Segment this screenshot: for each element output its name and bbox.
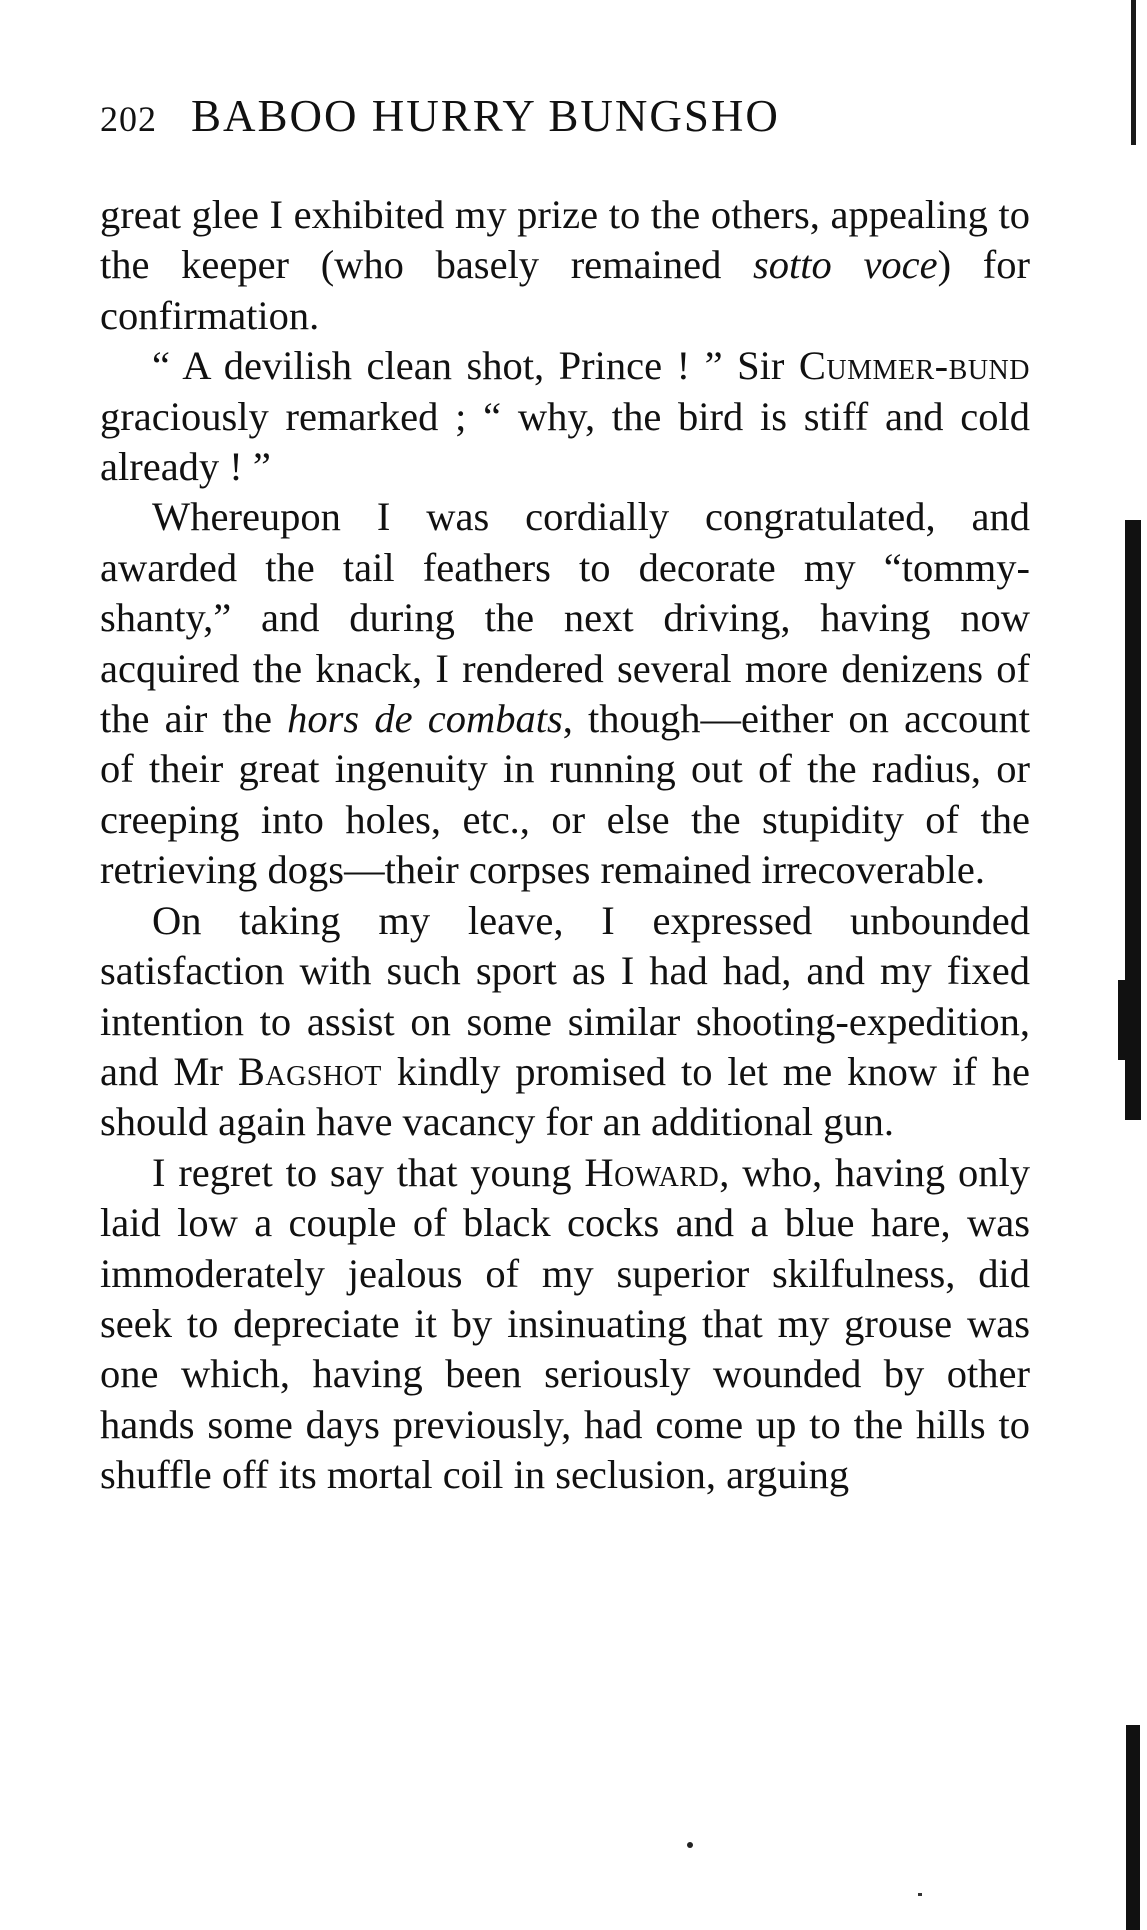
running-title: BABOO HURRY BUNGSHO [191,91,780,141]
paragraph-2-text-a: “ A devilish clean shot, Prince ! ” Sir [152,343,799,389]
paragraph-1-text-c: ) for confirmation. [100,242,1031,338]
paragraph-1 [100,190,1030,341]
paragraph-5-text-c: , who, having only laid low a couple of black cocks and a blue hare, was immoderately jealous of my superior skilfulness, did seek to depreciate it by insinuating that my grouse was one which, having been seriously wounded by other hands some days previously, had come up to the hills to shuffle off its mortal coil in seclusion, arguing [100,1149,1030,1498]
paragraph-3 [100,492,1030,895]
page-header [100,90,1040,150]
paragraph-1-text-a: great glee I exhibited my prize to the others, appealing to the keeper (who basely remained [100,192,1030,288]
paragraph-2-text-c: graciously remarked ; “ why, the bird is stiff and cold already ! ” [100,393,1030,490]
paragraph-2 [100,341,1030,492]
scan-speck [918,1893,922,1896]
paragraph-3-text-c: , though—either on account of their great ingenuity in running out of the radius, or creeping into holes, etc., or else the stupidity of the retrieving dogs—their corpses remained irrecoverable. [100,696,1030,893]
paragraph-4-text-a: On taking my leave, I expressed unbounded satisfaction with such sport as I had had, and my fixed intention to assist on some similar shooting-expedition, and Mr [100,897,1030,1094]
paragraph-5-name: Howard [584,1149,720,1195]
paragraph-5-text-a: I regret to say that young [152,1149,585,1195]
paragraph-2-name: Cummer-bund [798,343,1030,389]
paragraph-5 [100,1148,1030,1501]
paragraph-1-italic: sotto voce [753,242,938,288]
paragraph-4-text-c: kindly promised to let me know if he should again have vacancy for an additional gun. [100,1048,1031,1145]
paragraph-3-italic: hors de combats [287,696,563,742]
page-number: 202 [100,99,157,139]
paragraph-3-text-a: Whereupon I was cordially congratulated, and awarded the tail feathers to decorate my “tommy-shanty,” and during the next driving, having now acquired the knack, I rendered several more denizens of the air the [100,494,1030,742]
scan-edge-bar-lower [1126,1725,1140,1930]
scan-speck [687,1842,693,1848]
body-text [100,190,1030,1501]
scan-edge-line [1131,0,1136,145]
scan-edge-bar-notch [1118,980,1128,1060]
paragraph-4-name: Bagshot [237,1048,382,1094]
paragraph-4 [100,896,1030,1148]
